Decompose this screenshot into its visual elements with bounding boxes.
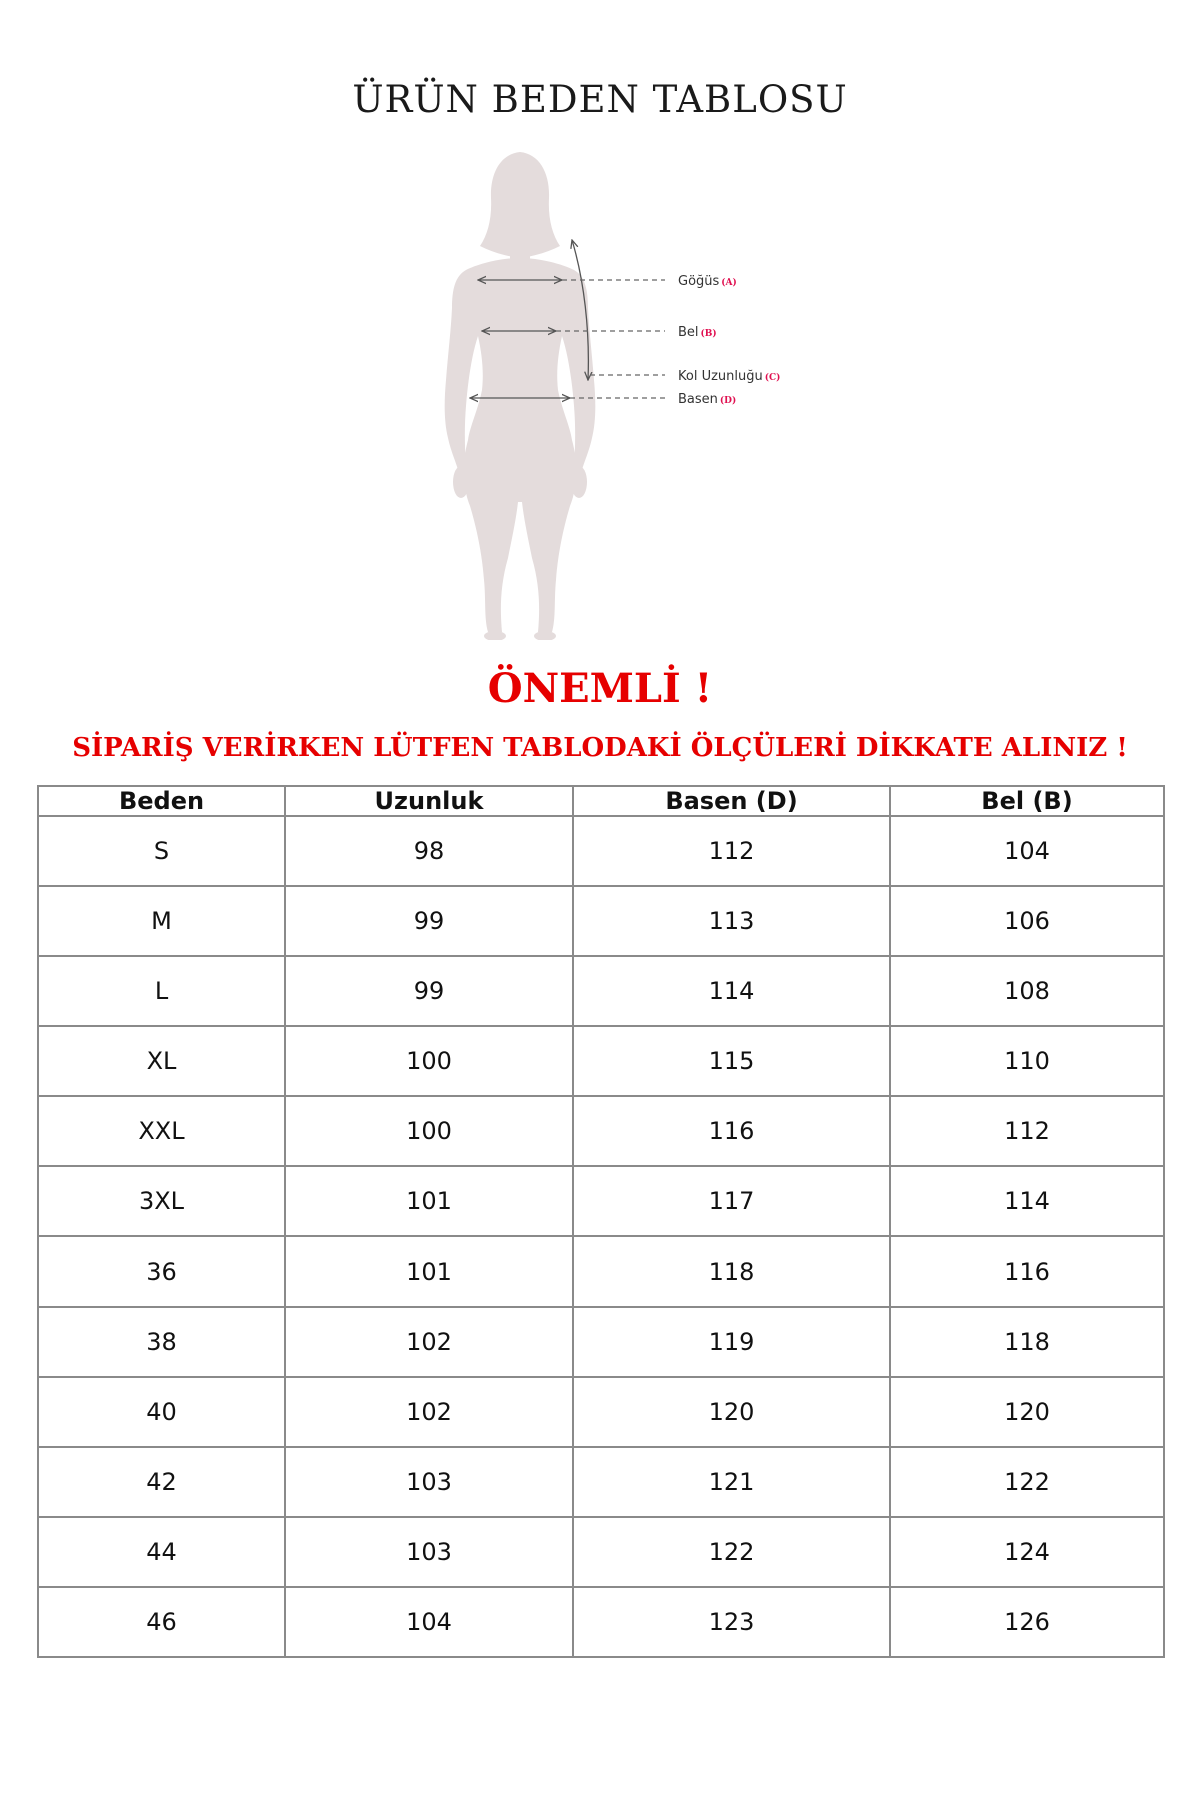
- header-size: Beden: [38, 786, 285, 816]
- cell-hip: 123: [573, 1587, 890, 1657]
- size-table: [37, 785, 1165, 1658]
- cell-size: 46: [38, 1587, 285, 1657]
- cell-waist: 106: [890, 886, 1164, 956]
- cell-length: 98: [285, 816, 573, 886]
- table-row: [38, 1377, 1164, 1447]
- body-measurement-figure: [0, 140, 1200, 640]
- important-heading: ÖNEMLİ !: [487, 665, 713, 712]
- cell-hip: 118: [573, 1236, 890, 1306]
- cell-waist: 124: [890, 1517, 1164, 1587]
- table-row: [38, 956, 1164, 1026]
- cell-size: 3XL: [38, 1166, 285, 1236]
- cell-waist: 112: [890, 1096, 1164, 1166]
- table-row: [38, 1166, 1164, 1236]
- sleeve-length-label: Kol Uzunluğu (C): [678, 369, 781, 384]
- cell-length: 99: [285, 956, 573, 1026]
- cell-waist: 120: [890, 1377, 1164, 1447]
- page-title: ÜRÜN BEDEN TABLOSU: [352, 78, 848, 121]
- cell-length: 101: [285, 1166, 573, 1236]
- cell-size: 40: [38, 1377, 285, 1447]
- cell-hip: 113: [573, 886, 890, 956]
- header-waist: Bel (B): [890, 786, 1164, 816]
- cell-length: 100: [285, 1096, 573, 1166]
- cell-hip: 114: [573, 956, 890, 1026]
- cell-waist: 122: [890, 1447, 1164, 1517]
- cell-length: 104: [285, 1587, 573, 1657]
- cell-size: XXL: [38, 1096, 285, 1166]
- table-header-row: [38, 786, 1164, 816]
- table-row: [38, 1096, 1164, 1166]
- cell-hip: 112: [573, 816, 890, 886]
- header-length: Uzunluk: [285, 786, 573, 816]
- cell-length: 99: [285, 886, 573, 956]
- table-row: [38, 816, 1164, 886]
- cell-hip: 119: [573, 1307, 890, 1377]
- cell-waist: 126: [890, 1587, 1164, 1657]
- cell-waist: 114: [890, 1166, 1164, 1236]
- table-row: [38, 886, 1164, 956]
- cell-length: 100: [285, 1026, 573, 1096]
- waist-label: Bel (B): [678, 325, 717, 340]
- chest-label: Göğüs (A): [678, 274, 737, 289]
- table-row: [38, 1447, 1164, 1517]
- cell-hip: 120: [573, 1377, 890, 1447]
- cell-size: 44: [38, 1517, 285, 1587]
- cell-waist: 110: [890, 1026, 1164, 1096]
- cell-size: S: [38, 816, 285, 886]
- body-silhouette-diagram: [0, 140, 1200, 640]
- cell-waist: 116: [890, 1236, 1164, 1306]
- woman-silhouette-icon: [445, 152, 596, 640]
- cell-size: 38: [38, 1307, 285, 1377]
- cell-length: 103: [285, 1517, 573, 1587]
- cell-size: L: [38, 956, 285, 1026]
- cell-waist: 104: [890, 816, 1164, 886]
- cell-hip: 121: [573, 1447, 890, 1517]
- table-row: [38, 1307, 1164, 1377]
- cell-length: 102: [285, 1307, 573, 1377]
- table-row: [38, 1026, 1164, 1096]
- cell-length: 102: [285, 1377, 573, 1447]
- table-row: [38, 1517, 1164, 1587]
- table-row: [38, 1236, 1164, 1306]
- cell-size: M: [38, 886, 285, 956]
- cell-waist: 118: [890, 1307, 1164, 1377]
- cell-length: 101: [285, 1236, 573, 1306]
- hip-label: Basen (D): [678, 392, 737, 407]
- cell-hip: 117: [573, 1166, 890, 1236]
- cell-size: XL: [38, 1026, 285, 1096]
- cell-hip: 115: [573, 1026, 890, 1096]
- cell-length: 103: [285, 1447, 573, 1517]
- header-hip: Basen (D): [573, 786, 890, 816]
- cell-hip: 116: [573, 1096, 890, 1166]
- cell-hip: 122: [573, 1517, 890, 1587]
- table-row: [38, 1587, 1164, 1657]
- notice-message: SİPARİŞ VERİRKEN LÜTFEN TABLODAKİ ÖLÇÜLERİ DİKKATE ALINIZ !: [72, 733, 1128, 763]
- cell-waist: 108: [890, 956, 1164, 1026]
- cell-size: 36: [38, 1236, 285, 1306]
- cell-size: 42: [38, 1447, 285, 1517]
